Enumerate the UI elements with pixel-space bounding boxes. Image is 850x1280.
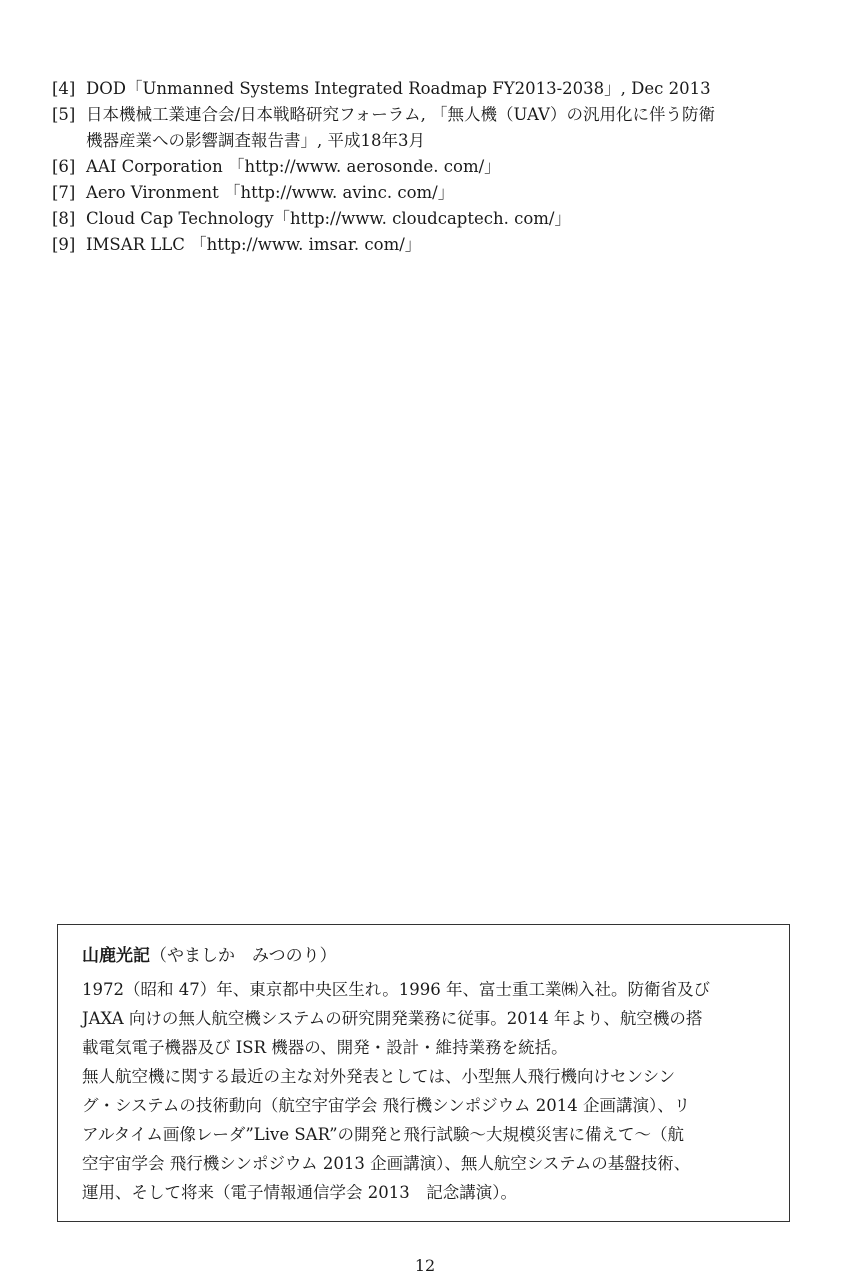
author-name-reading: （やましか みつのり） bbox=[150, 946, 337, 966]
reference-item bbox=[52, 206, 812, 232]
reference-number: [9] bbox=[52, 235, 76, 254]
bio-line: アルタイム画像レーダ”Live SAR”の開発と飛行試験～大規模災害に備えて～（航 bbox=[82, 1125, 685, 1144]
reference-number: [7] bbox=[52, 183, 76, 202]
author-name: 山鹿光記 bbox=[82, 946, 150, 966]
reference-line: DOD「Unmanned Systems Integrated Roadmap FY2013-2038」, Dec 2013 bbox=[86, 79, 711, 98]
author-bio-heading bbox=[82, 941, 767, 971]
reference-line: Aero Vironment 「http://www. avinc. com/」 bbox=[86, 183, 455, 202]
reference-text bbox=[86, 102, 812, 154]
author-bio-box bbox=[57, 924, 790, 1222]
bio-line: 空宇宙学会 飛行機シンポジウム 2013 企画講演）、無人航空システムの基盤技術、 bbox=[82, 1154, 691, 1173]
reference-item bbox=[52, 76, 812, 102]
reference-text bbox=[86, 180, 812, 206]
bio-line: グ・システムの技術動向（航空宇宙学会 飛行機シンポジウム 2014 企画講演）、リ bbox=[82, 1096, 691, 1115]
page-number: 12 bbox=[414, 1256, 436, 1275]
reference-item bbox=[52, 232, 812, 258]
reference-number: [5] bbox=[52, 105, 76, 124]
reference-item bbox=[52, 102, 812, 154]
reference-line: IMSAR LLC 「http://www. imsar. com/」 bbox=[86, 235, 422, 254]
bio-line: 載電気電子機器及び ISR 機器の、開発・設計・維持業務を統括。 bbox=[82, 1038, 568, 1057]
reference-line: AAI Corporation 「http://www. aerosonde. com/」 bbox=[86, 157, 501, 176]
bio-line: 1972（昭和 47）年、東京都中央区生れ。1996 年、富士重工業㈱入社。防衛省及び bbox=[82, 980, 710, 999]
reference-number: [8] bbox=[52, 209, 76, 228]
bio-line: JAXA 向けの無人航空機システムの研究開発業務に従事。2014 年より、航空機の搭 bbox=[82, 1009, 703, 1028]
reference-item bbox=[52, 154, 812, 180]
reference-text bbox=[86, 154, 812, 180]
reference-line: 日本機械工業連合会/日本戦略研究フォーラム, 「無人機（UAV）の汎用化に伴う防衛 bbox=[86, 105, 715, 124]
reference-line: Cloud Cap Technology「http://www. cloudcaptech. com/」 bbox=[86, 209, 571, 228]
reference-number: [4] bbox=[52, 79, 76, 98]
reference-item bbox=[52, 180, 812, 206]
reference-line: 機器産業への影響調査報告書」, 平成18年3月 bbox=[86, 131, 425, 150]
reference-text bbox=[86, 232, 812, 258]
reference-list bbox=[52, 76, 812, 258]
reference-text bbox=[86, 76, 812, 102]
reference-number: [6] bbox=[52, 157, 76, 176]
bio-line: 運用、そして将来（電子情報通信学会 2013 記念講演）。 bbox=[82, 1183, 517, 1202]
reference-text bbox=[86, 206, 812, 232]
bio-line: 無人航空機に関する最近の主な対外発表としては、小型無人飛行機向けセンシン bbox=[82, 1067, 676, 1086]
